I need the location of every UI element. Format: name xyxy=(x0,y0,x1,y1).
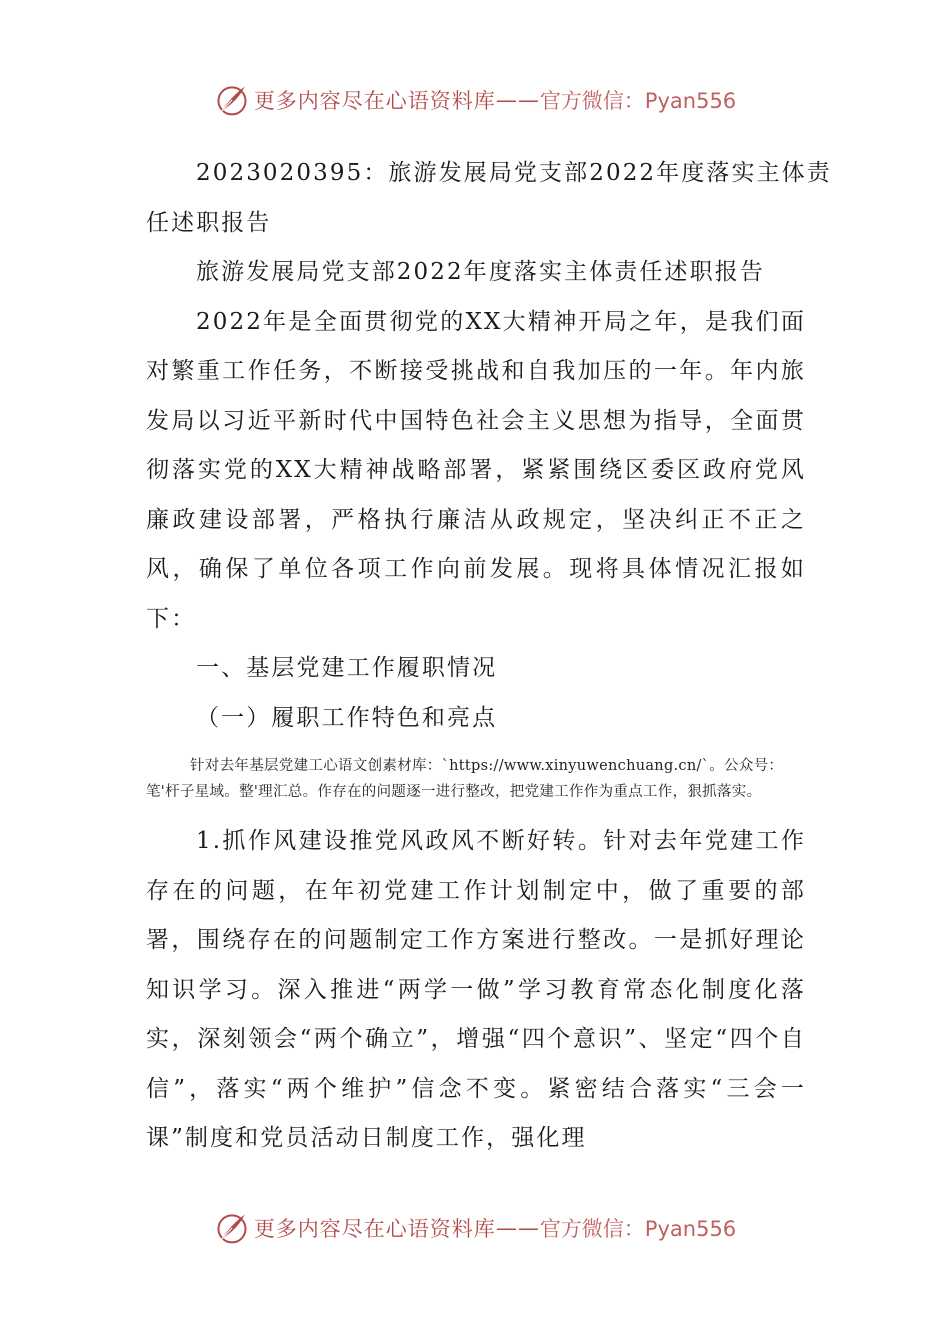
item-1-paragraph: 1.抓作风建设推党风政风不断好转。针对去年党建工作存在的问题，在年初党建工作计划制定中，做了重要的部署，围绕存在的问题制定工作方案进行整改。一是抓好理论知识学习。深入推进“两学一做”学习教育常态化制度化落实，深刻领会“两个确立”，增强“四个意识”、坚定“四个自信”，落实“两个维护”信念不变。紧密结合落实“三会一课”制度和党员活动日制度工作，强化理 xyxy=(146,828,806,1151)
footer-banner xyxy=(0,1210,950,1246)
header-banner xyxy=(0,82,950,118)
title-line-1: 2023020395：旅游发展局党支部2022年度落实主体责 xyxy=(196,160,832,186)
banner-dash: —— xyxy=(495,88,540,112)
quill-pen-logo-icon xyxy=(214,1210,250,1246)
banner-contact: 官方微信：Pyan556 xyxy=(539,1217,737,1241)
banner-text: 更多内容尽在心语资料库 xyxy=(253,1217,496,1241)
section-heading-2: （一）履职工作特色和亮点 xyxy=(196,704,498,731)
section-heading-1: 一、基层党建工作履职情况 xyxy=(196,655,498,681)
banner-text: 更多内容尽在心语资料库 xyxy=(253,89,496,113)
subtitle: 旅游发展局党支部2022年度落实主体责任述职报告 xyxy=(196,259,765,285)
banner-dash: —— xyxy=(495,1216,540,1240)
banner-contact: 官方微信：Pyan556 xyxy=(539,89,737,113)
document-body xyxy=(146,149,832,1164)
title-line-2: 任述职报告 xyxy=(146,209,272,236)
quill-pen-logo-icon xyxy=(214,82,250,118)
watermark-note: 针对去年基层党建工心语文创素材库：`https://www.xinyuwenchuang.cn/`。公众号：笔'杆子星域。整'理汇总。作存在的问题逐一进行整改，把党建工作作为重点工作，狠抓落实。 xyxy=(146,758,784,800)
intro-paragraph: 2022年是全面贯彻党的XX大精神开局之年，是我们面对繁重工作任务，不断接受挑战和自我加压的一年。年内旅发局以习近平新时代中国特色社会主义思想为指导，全面贯彻落实党的XX大精神战略部署，紧紧围绕区委区政府党风廉政建设部署，严格执行廉洁从政规定，坚决纠正不正之风，确保了单位各项工作向前发展。现将具体情况汇报如下： xyxy=(146,308,806,632)
